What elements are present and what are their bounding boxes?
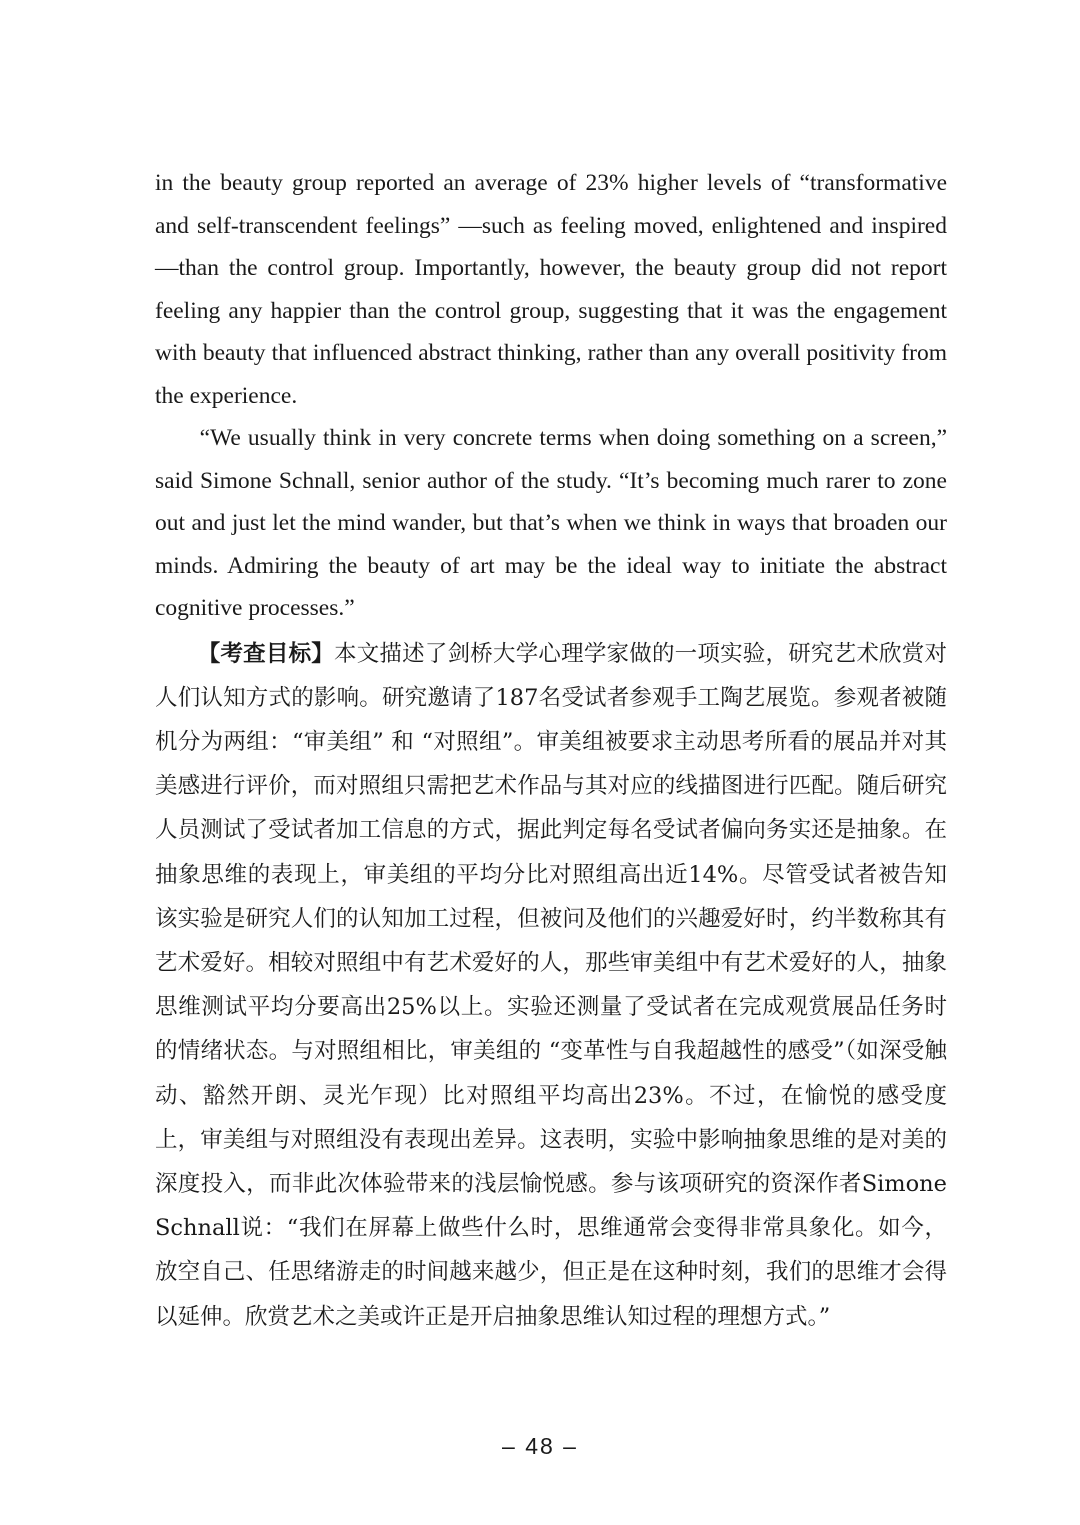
english-paragraph-2: “We usually think in very concrete terms when doing something on a screen,” said Simone Schnall, senior author of the study. “It’s becoming much rarer to zone out and just let the mind wander, but that’s when we think in ways that broaden our minds. Admiring the beauty of art may be the ideal way to initiate the abstract cognitive processes.”	[155, 425, 947, 621]
english-paragraph-1: in the beauty group reported an average of 23% higher levels of “transformative and self-transcendent feelings” —such as feeling moved, enlightened and inspired—than the control group. Importantly, however, the beauty group did not report feeling any happier than the control group, suggesting that it was the engagement with beauty that influenced abstract thinking, rather than any overall positivity from the experience.	[155, 170, 947, 409]
chinese-body: 本文描述了剑桥大学心理学家做的一项实验，研究艺术欣赏对人们认知方式的影响。研究邀请了187名受试者参观手工陶艺展览。参观者被随机分为两组：“审美组” 和 “对照组”。审美组被要求主动思考所看的展品并对其美感进行评价，而对照组只需把艺术作品与其对应的线描图进行匹配。随后研究人员测试了受试者加工信息的方式，据此判定每名受试者偏向务实还是抽象。在抽象思维的表现上，审美组的平均分比对照组高出近14%。尽管受试者被告知该实验是研究人们的认知加工过程，但被问及他们的兴趣爱好时，约半数称其有艺术爱好。相较对照组中有艺术爱好的人，那些审美组中有艺术爱好的人，抽象思维测试平均分要高出25%以上。实验还测量了受试者在完成观赏展品任务时的情绪状态。与对照组相比，审美组的 “变革性与自我超越性的感受”（如深受触动、豁然开朗、灵光乍现）比对照组平均高出23%。不过，在愉悦的感受度上，审美组与对照组没有表现出差异。这表明，实验中影响抽象思维的是对美的深度投入，而非此次体验带来的浅层愉悦感。参与该项研究的资深作者Simone Schnall说：“我们在屏幕上做些什么时，思维通常会变得非常具象化。如今，放空自己、任思绪游走的时间越来越少，但正是在这种时刻，我们的思维才会得以延伸。欣赏艺术之美或许正是开启抽象思维认知过程的理想方式。”	[155, 640, 947, 1330]
page-number: – 48 –	[502, 1433, 578, 1459]
chinese-paragraph	[155, 632, 947, 1339]
document-page	[155, 162, 947, 1339]
section-tag: 【考查目标】	[197, 640, 335, 667]
